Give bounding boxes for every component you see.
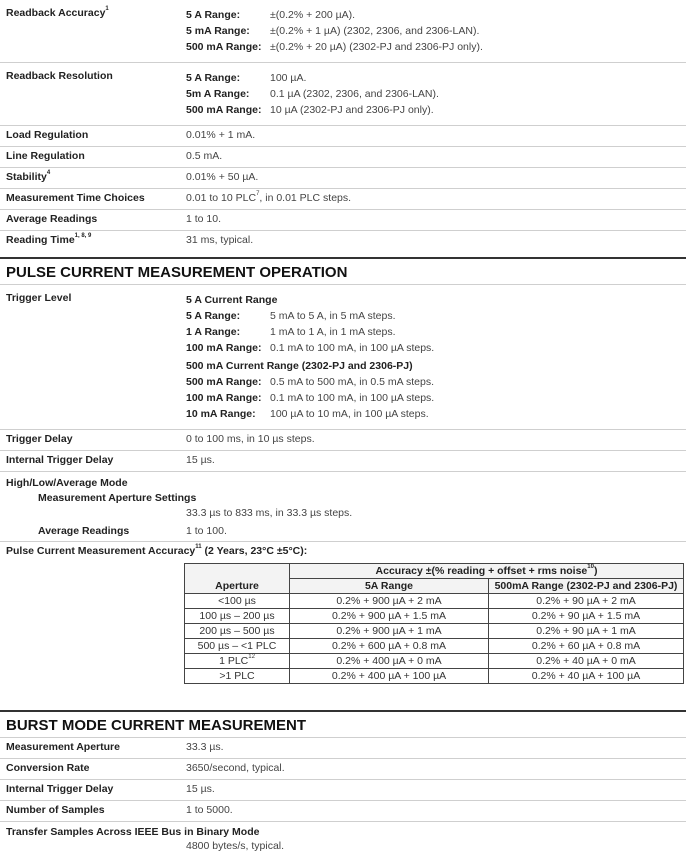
number-of-samples-value: 1 to 5000. (186, 804, 233, 816)
readback-accuracy-row (0, 0, 686, 62)
pulse-section-title: PULSE CURRENT MEASUREMENT OPERATION (0, 257, 686, 284)
trigger-level-row (0, 284, 686, 429)
load-regulation-label: Load Regulation (6, 129, 89, 141)
readback-accuracy-values (176, 4, 686, 58)
transfer-samples-block (0, 821, 686, 855)
burst-internal-trigger-delay-row (0, 779, 686, 800)
internal-trigger-delay-value: 15 µs. (186, 454, 215, 466)
table-row: 1 PLC$^{12}$ 0.2% + 400 µA + 0 mA 0.2% + 40 µA + 0 mA (185, 654, 684, 669)
trigger-delay-value: 0 to 100 ms, in 10 µs steps. (186, 433, 315, 445)
conversion-rate-value: 3650/second, typical. (186, 762, 285, 774)
spec-subrow: 5 A Range: ±(0.2% + 200 µA). (186, 9, 356, 21)
line-regulation-row (0, 146, 686, 167)
line-regulation-value: 0.5 mA. (186, 150, 223, 162)
spec-subrow: 500 mA Range: 0.5 mA to 500 mA, in 0.5 mA steps. (186, 376, 435, 388)
reading-time-value: 31 ms, typical. (186, 234, 254, 246)
reading-time-row (0, 230, 686, 251)
spec-subrow: 1 A Range: 1 mA to 1 A, in 1 mA steps. (186, 326, 396, 338)
load-regulation-value: 0.01% + 1 mA. (186, 129, 256, 141)
trigger-level-label: Trigger Level (6, 292, 72, 304)
hla-average-value: 1 to 100. (186, 525, 227, 537)
table-row: 200 µs – 500 µs 0.2% + 900 µA + 1 mA 0.2% + 90 µA + 1 mA (185, 624, 684, 639)
aperture-settings-label: Measurement Aperture Settings (38, 492, 197, 504)
spec-subrow: 500 mA Range: ±(0.2% + 20 µA) (2302-PJ and 2306-PJ only). (186, 41, 483, 53)
hla-average-readings (6, 523, 686, 539)
burst-aperture-value: 33.3 µs. (186, 741, 224, 753)
line-regulation-label: Line Regulation (6, 150, 85, 162)
transfer-samples-value: 4800 bytes/s, typical. (186, 840, 285, 852)
reading-time-label: Reading Time$^{1, 8, 9}$ (6, 233, 92, 246)
trigger-delay-label: Trigger Delay (6, 433, 73, 445)
internal-trigger-delay-label: Internal Trigger Delay (6, 454, 114, 466)
stability-label: Stability$^4$ (6, 170, 51, 183)
table-row: 500 µs – <1 PLC 0.2% + 600 µA + 0.8 mA 0.2% + 60 µA + 0.8 mA (185, 639, 684, 654)
average-readings-label: Average Readings (6, 213, 98, 225)
measurement-time-label: Measurement Time Choices (6, 192, 145, 204)
pulse-accuracy-label: Pulse Current Measurement Accuracy$^{11}$ (2 Years, 23°C ±5°C): (0, 541, 686, 563)
transfer-samples-label: Transfer Samples Across IEEE Bus in Binary Mode (6, 826, 260, 838)
col-500ma-header: 500mA Range (2302-PJ and 2306-PJ) (489, 579, 684, 594)
burst-aperture-row (0, 737, 686, 758)
readback-resolution-label: Readback Resolution (6, 70, 113, 82)
trigger-delay-row (0, 429, 686, 450)
pulse-accuracy-table (184, 563, 684, 684)
table-row: <100 µs 0.2% + 900 µA + 2 mA 0.2% + 90 µA + 2 mA (185, 594, 684, 609)
spec-subrow: 5m A Range: 0.1 µA (2302, 2306, and 2306-LAN). (186, 88, 439, 100)
hla-average-label: Average Readings (38, 525, 130, 537)
trigger-group2-title: 500 mA Current Range (2302-PJ and 2306-PJ) (186, 360, 413, 372)
hla-mode-label: High/Low/Average Mode (6, 477, 128, 489)
measurement-time-row (0, 188, 686, 209)
burst-internal-trigger-delay-label: Internal Trigger Delay (6, 783, 114, 795)
burst-internal-trigger-delay-value: 15 µs. (186, 783, 215, 795)
number-of-samples-row (0, 800, 686, 821)
spec-subrow: 5 A Range: 100 µA. (186, 72, 307, 84)
stability-row (0, 167, 686, 188)
readback-resolution-values (176, 67, 686, 121)
burst-aperture-label: Measurement Aperture (6, 741, 120, 753)
number-of-samples-label: Number of Samples (6, 804, 105, 816)
readback-resolution-row (0, 62, 686, 125)
conversion-rate-label: Conversion Rate (6, 762, 90, 774)
measurement-time-value: 0.01 to 10 PLC$^7$, in 0.01 PLC steps. (186, 191, 352, 204)
spec-subrow: 500 mA Range: 10 µA (2302-PJ and 2306-PJ only). (186, 104, 434, 116)
spec-subrow: 5 mA Range: ±(0.2% + 1 µA) (2302, 2306, and 2306-LAN). (186, 25, 480, 37)
spec-subrow: 10 mA Range: 100 µA to 10 mA, in 100 µA steps. (186, 408, 429, 420)
average-readings-value: 1 to 10. (186, 213, 222, 225)
internal-trigger-delay-row (0, 450, 686, 471)
readback-accuracy-label: Readback Accuracy$^1$ (6, 6, 109, 19)
accuracy-header: Accuracy ±(% reading + offset + rms noise$^{10}$) (290, 564, 684, 579)
conversion-rate-row (0, 758, 686, 779)
trigger-level-values (176, 289, 686, 425)
trigger-group1-title: 5 A Current Range (186, 294, 278, 306)
col-aperture-header: Aperture (185, 564, 290, 594)
average-readings-row (0, 209, 686, 230)
aperture-settings-value: 33.3 µs to 833 ms, in 33.3 µs steps. (186, 507, 353, 519)
spec-subrow: 100 mA Range: 0.1 mA to 100 mA, in 100 µA steps. (186, 342, 435, 354)
burst-section-title: BURST MODE CURRENT MEASUREMENT (0, 710, 686, 737)
load-regulation-row (0, 125, 686, 146)
table-row: 100 µs – 200 µs 0.2% + 900 µA + 1.5 mA 0.2% + 90 µA + 1.5 mA (185, 609, 684, 624)
hla-mode-block (0, 471, 686, 541)
spec-subrow: 5 A Range: 5 mA to 5 A, in 5 mA steps. (186, 310, 396, 322)
stability-value: 0.01% + 50 µA. (186, 171, 259, 183)
table-row: >1 PLC 0.2% + 400 µA + 100 µA 0.2% + 40 µA + 100 µA (185, 669, 684, 684)
spec-subrow: 100 mA Range: 0.1 mA to 100 mA, in 100 µA steps. (186, 392, 435, 404)
col-5a-header: 5A Range (290, 579, 489, 594)
